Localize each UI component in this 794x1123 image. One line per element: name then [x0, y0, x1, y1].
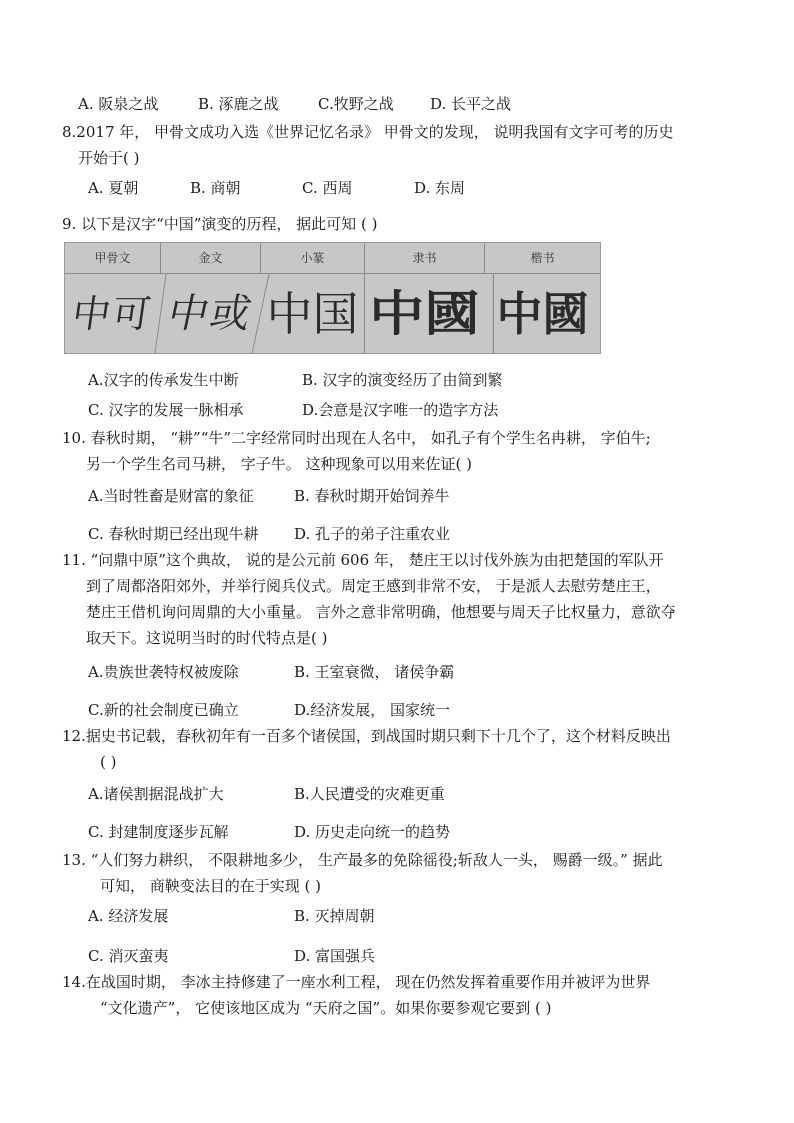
q10-option-a: A.当时牲畜是财富的象征 [88, 487, 254, 505]
q11-option-a: A.贵族世袭特权被废除 [88, 663, 239, 681]
q12-stem-line2: ( ) [100, 753, 117, 771]
q8-stem-line1: 8.2017 年， 甲骨文成功入选《世界记忆名录》 甲骨文的发现， 说明我国有文字可考的历史 [62, 123, 674, 141]
header-bronze: 金文 [161, 243, 261, 273]
q10-stem-line2: 另一个学生名司马耕， 字子牛。 这种现象可以用来佐证( ) [86, 455, 473, 473]
q10-option-c: C. 春秋时期已经出现牛耕 [88, 525, 259, 543]
q10-option-b: B. 春秋时期开始饲养牛 [294, 487, 450, 505]
q11-option-d: D.经济发展， 国家统一 [294, 701, 451, 719]
q11-stem-line2: 到了周都洛阳郊外，并举行阅兵仪式。周定王感到非常不安， 于是派人去慰劳楚庄王， [86, 577, 661, 595]
q14-stem-line1: 14.在战国时期， 李冰主持修建了一座水利工程， 现在仍然发挥着重要作用并被评为世界 [62, 973, 651, 991]
q14-stem-line2: “文化遗产”， 它使该地区成为 “天府之国”。如果你要参观它要到 ( ) [100, 999, 552, 1017]
q13-option-b: B. 灭掉周朝 [294, 907, 375, 925]
q11-stem-line4: 取天下。这说明当时的时代特点是( ) [86, 629, 328, 647]
q9-option-a: A.汉字的传承发生中断 [88, 371, 239, 389]
script-header-row [65, 243, 600, 274]
q11-stem-line1: 11. “问鼎中原”这个典故， 说的是公元前 606 年， 楚庄王以讨伐外族为由把楚国的军队开 [62, 551, 664, 569]
q13-stem-line2: 可知， 商鞅变法目的在于实现 ( ) [100, 877, 322, 895]
q9-stem: 9. 以下是汉字“中国”演变的历程， 据此可知 ( ) [62, 215, 378, 233]
glyph-small-seal: 中国 [261, 274, 365, 354]
q10-option-d: D. 孔子的弟子注重农业 [294, 525, 451, 543]
q7-option-c: C.牧野之战 [318, 95, 394, 113]
q8-option-c: C. 西周 [302, 179, 353, 197]
q12-option-b: B.人民遭受的灾难更重 [294, 785, 445, 803]
q12-option-d: D. 历史走向统一的趋势 [294, 823, 451, 841]
q7-option-d: D. 长平之战 [430, 95, 512, 113]
q11-option-b: B. 王室衰微， 诸侯争霸 [294, 663, 455, 681]
q12-option-a: A.诸侯割据混战扩大 [88, 785, 224, 803]
header-small-seal: 小篆 [261, 243, 365, 273]
q10-stem-line1: 10. 春秋时期， “耕”“牛”二字经常同时出现在人名中， 如孔子有个学生名冉耕， 字伯牛; [62, 429, 651, 447]
q13-stem-line1: 13. “人们努力耕织， 不限耕地多少， 生产最多的免除徭役;斩敌人一头， 赐爵一级。” 据此 [62, 851, 663, 869]
q7-option-b: B. 涿鹿之战 [198, 95, 279, 113]
q13-option-a: A. 经济发展 [88, 907, 169, 925]
q13-option-d: D. 富国强兵 [294, 947, 376, 965]
q12-option-c: C. 封建制度逐步瓦解 [88, 823, 229, 841]
glyph-clerical: 中國 [356, 274, 494, 354]
q8-option-b: B. 商朝 [190, 179, 241, 197]
q8-option-a: A. 夏朝 [88, 179, 139, 197]
q9-option-c: C. 汉字的发展一脉相承 [88, 401, 244, 419]
q12-stem-line1: 12.据史书记载，春秋初年有一百多个诸侯国，到战国时期只剩下十几个了，这个材料反映出 [62, 727, 671, 745]
q11-stem-line3: 楚庄王借机询问周鼎的大小重量。 言外之意非常明确，他想要与周天子比权量力，意欲夺 [86, 603, 676, 621]
q11-option-c: C.新的社会制度已确立 [88, 701, 239, 719]
q9-option-d: D.会意是汉字唯一的造字方法 [302, 401, 499, 419]
header-clerical: 隶书 [365, 243, 485, 273]
script-evolution-image [64, 242, 601, 354]
header-regular: 楷书 [530, 251, 555, 265]
q8-stem-line2: 开始于( ) [78, 149, 140, 167]
glyph-oracle-bone: 中可 [59, 274, 166, 354]
q8-option-d: D. 东周 [414, 179, 466, 197]
glyph-regular: 中國 [496, 287, 589, 341]
glyph-bronze: 中或 [152, 274, 269, 354]
q7-option-a: A. 阪泉之战 [78, 95, 159, 113]
q13-option-c: C. 消灭蛮夷 [88, 947, 169, 965]
header-oracle-bone: 甲骨文 [65, 243, 161, 273]
q9-option-b: B. 汉字的演变经历了由简到繁 [302, 371, 503, 389]
